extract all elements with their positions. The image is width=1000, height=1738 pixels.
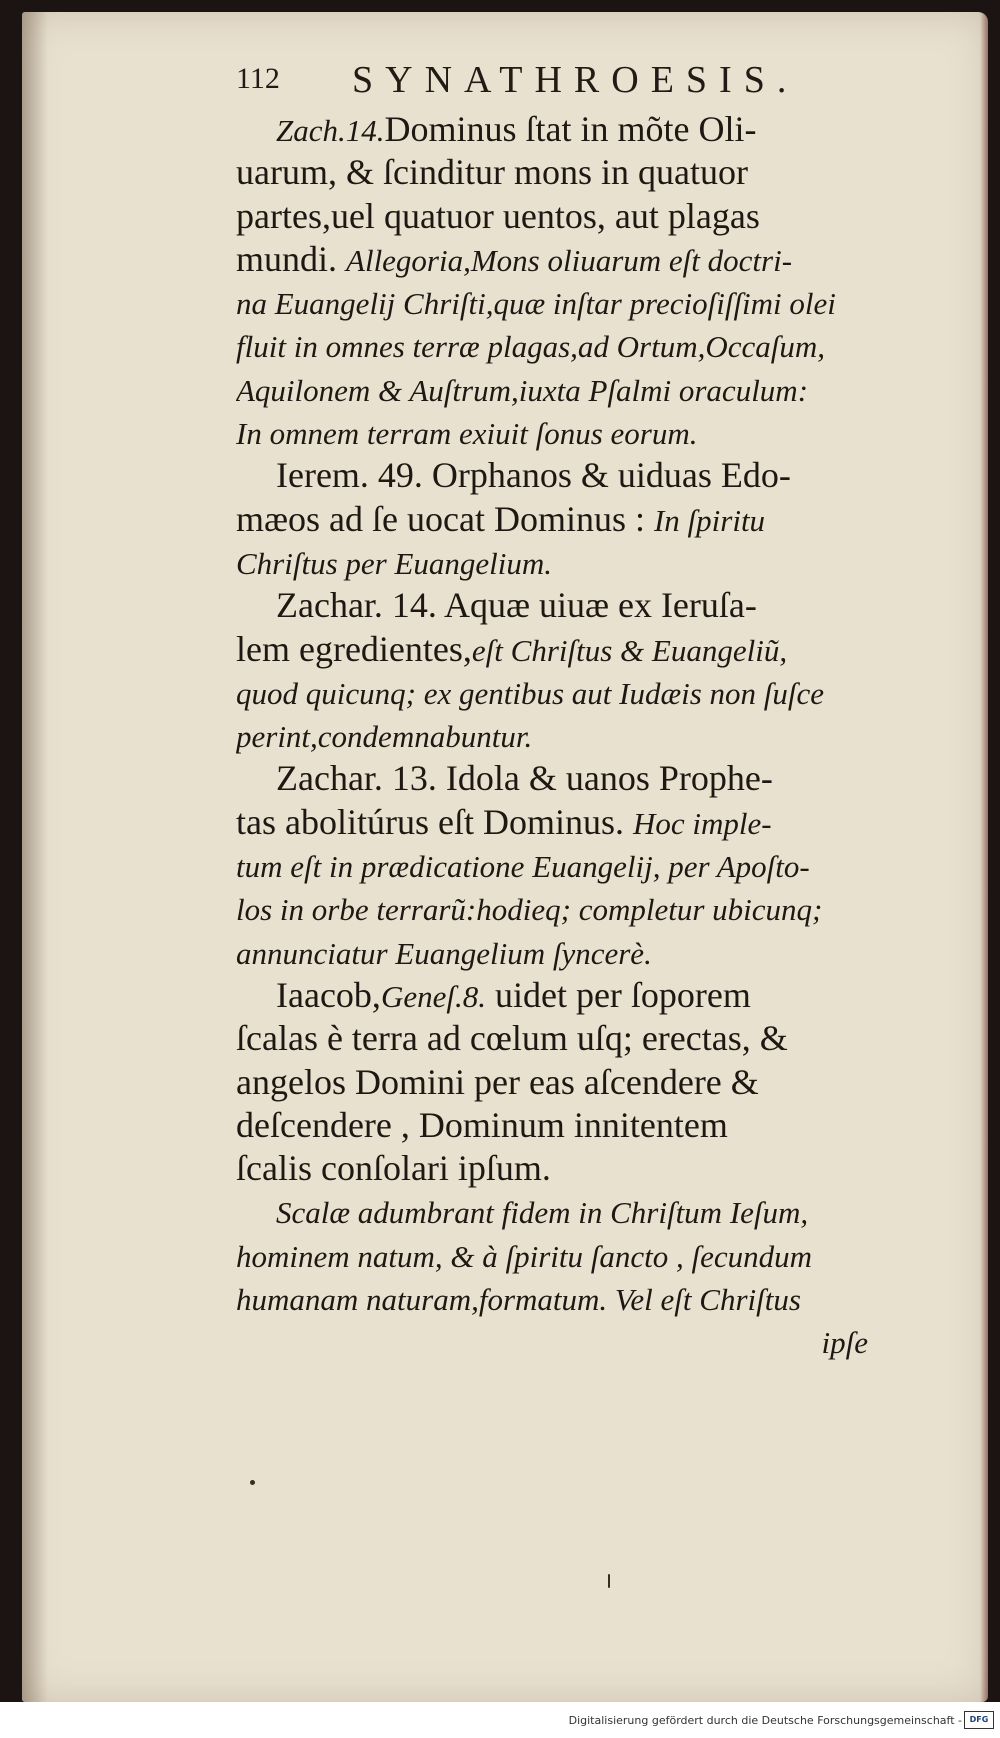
text-line bbox=[236, 931, 868, 974]
text-line bbox=[236, 541, 868, 584]
roman-text: Dominus ſtat in mõte Oli- bbox=[384, 109, 757, 149]
text-line bbox=[236, 671, 868, 714]
text-line bbox=[236, 1234, 868, 1277]
text-line bbox=[236, 844, 868, 887]
gutter-shadow bbox=[22, 12, 48, 1702]
text-line bbox=[236, 584, 868, 627]
italic-text: In ſpiritu bbox=[653, 502, 766, 538]
italic-text: perint,condemnabuntur. bbox=[236, 719, 533, 755]
italic-text: In omnem terram exiuit ſonus eorum. bbox=[236, 416, 698, 452]
page-header bbox=[236, 52, 836, 112]
text-line bbox=[236, 714, 868, 757]
roman-text: Zachar. 13. Idola & uanos Prophe- bbox=[276, 758, 773, 799]
text-line bbox=[236, 1017, 868, 1060]
text-line bbox=[236, 238, 868, 281]
roman-text: mundi. bbox=[236, 238, 347, 279]
italic-text: Hoc imple- bbox=[632, 805, 772, 841]
text-line bbox=[236, 324, 868, 367]
text-line bbox=[236, 1061, 868, 1104]
body-text bbox=[236, 108, 868, 1364]
text-line bbox=[236, 1320, 868, 1363]
roman-text: Zachar. 14. Aquæ uiuæ ex Ieruſa- bbox=[276, 585, 757, 626]
paper-speck bbox=[250, 1480, 255, 1485]
roman-text: ſcalas è terra ad cœlum uſq; erectas, & bbox=[236, 1018, 788, 1059]
page-edge bbox=[980, 12, 988, 1702]
italic-text: na Euangelij Chriſti,quæ inſtar precioſiſſimi olei bbox=[236, 286, 836, 322]
text-line bbox=[236, 801, 868, 844]
text-line bbox=[236, 974, 868, 1017]
text-line bbox=[236, 1190, 868, 1233]
paper-speck bbox=[608, 1574, 610, 1588]
italic-text: annunciatur Euangelium ſyncerè. bbox=[236, 935, 652, 971]
italic-text: Aquilonem & Auſtrum,iuxta Pſalmi oraculum: bbox=[236, 372, 809, 408]
italic-text: Geneſ.8. bbox=[380, 978, 486, 1014]
italic-text: Scalæ adumbrant fidem in Chriſtum Ieſum, bbox=[276, 1195, 809, 1231]
text-line bbox=[236, 498, 868, 541]
italic-text: Zach.14. bbox=[276, 113, 385, 148]
text-line bbox=[236, 108, 868, 151]
italic-text: tum eſt in prædicatione Euangelij, per Apoſto- bbox=[236, 849, 810, 885]
roman-text: lem egredientes, bbox=[236, 628, 472, 669]
roman-text: deſcendere , Dominum innitentem bbox=[236, 1104, 728, 1145]
roman-text: uidet per ſoporem bbox=[485, 974, 751, 1015]
roman-text: ſcalis conſolari ipſum. bbox=[236, 1148, 551, 1189]
roman-text: uarum, & ſcinditur mons in quatuor bbox=[236, 152, 748, 193]
text-line bbox=[236, 757, 868, 800]
italic-text: Allegoria,Mons oliuarum eſt doctri- bbox=[346, 242, 793, 278]
text-line bbox=[236, 1277, 868, 1320]
roman-text: tas abolitúrus eſt Dominus. bbox=[236, 801, 633, 842]
text-line bbox=[236, 628, 868, 671]
text-line bbox=[236, 1104, 868, 1147]
roman-text: angelos Domini per eas aſcendere & bbox=[236, 1061, 759, 1102]
italic-text: ipſe bbox=[821, 1325, 868, 1361]
italic-text: eſt Chriſtus & Euangeliũ, bbox=[471, 632, 788, 668]
text-line bbox=[236, 887, 868, 930]
italic-text: hominem natum, & à ſpiritu ſancto , ſecundum bbox=[236, 1238, 813, 1274]
italic-text: fluit in omnes terræ plagas,ad Ortum,Occaſum, bbox=[236, 329, 825, 365]
text-line bbox=[236, 1147, 868, 1190]
italic-text: Vel eſt Chriſtus bbox=[614, 1282, 801, 1318]
funding-note: Digitalisierung gefördert durch die Deutsche Forschungsgemeinschaft - bbox=[568, 1714, 962, 1727]
text-line bbox=[236, 151, 868, 194]
roman-text: partes,uel quatuor uentos, aut plagas bbox=[236, 195, 760, 236]
digitization-footer bbox=[0, 1702, 1000, 1738]
text-line bbox=[236, 281, 868, 324]
italic-text: quod quicunq; ex gentibus aut Iudæis non ſuſce bbox=[236, 675, 825, 711]
roman-text: Iaacob, bbox=[276, 974, 381, 1015]
italic-text: humanam naturam,formatum. bbox=[236, 1282, 615, 1318]
italic-text: los in orbe terrarũ:hodieq; completur ubicunq; bbox=[236, 892, 823, 928]
text-line bbox=[236, 195, 868, 238]
dfg-logo: DFG bbox=[964, 1711, 994, 1729]
italic-text: Chriſtus per Euangelium. bbox=[236, 545, 553, 581]
folio-number: 112 bbox=[236, 62, 280, 95]
roman-text: mæos ad ſe uocat Dominus : bbox=[236, 498, 654, 539]
running-title: SYNATHROESIS. bbox=[352, 59, 799, 101]
text-line bbox=[236, 368, 868, 411]
roman-text: Ierem. 49. Orphanos & uiduas Edo- bbox=[276, 455, 791, 496]
text-line bbox=[236, 454, 868, 497]
text-line bbox=[236, 411, 868, 454]
